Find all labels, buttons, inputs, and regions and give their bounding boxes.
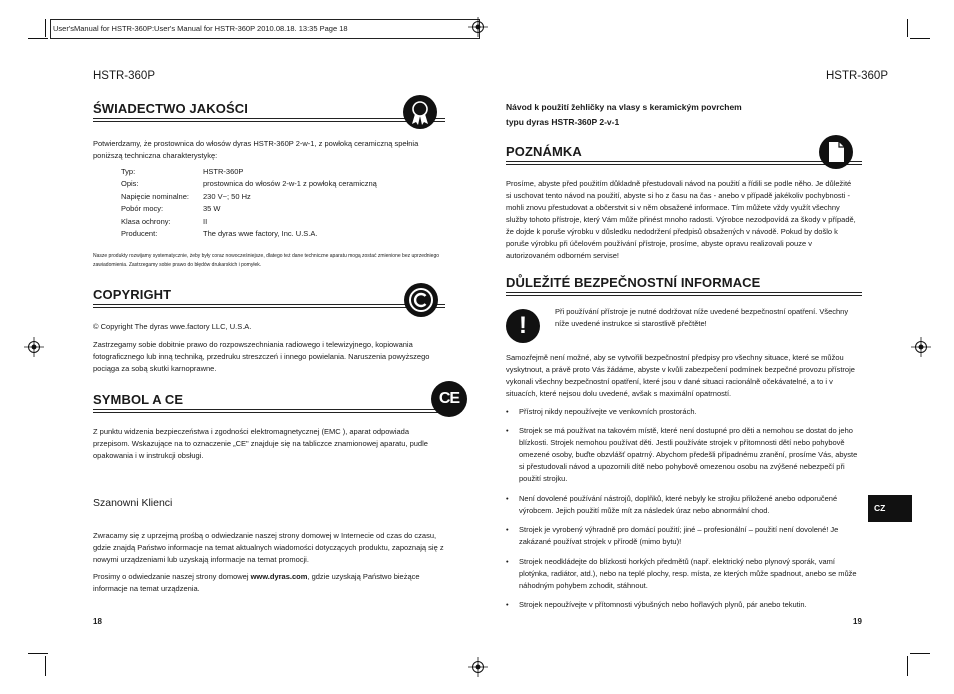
note-text: Prosíme, abyste před použitím důkladně přestudovali návod na použití a řídili se podle něho. Je důležité si uschovat tento návod na použití, abyste si ho z času na čas - anebo v případě jakékoliv pochybnosti - mohli znovu přestudovat a občerstvit si v něm obsažené informace. Tím můžete vždy využít všechny služby tohoto přístroje, který Vám může přinést mnoho radosti. Výrobce nezodpovídá za škody v případě, že dojde k poruše výrobku v důsledku nedodržení předpisů obsažených v návodě. Pokud by došlo k poruše výrobku při účelovém používání přístroje, prosíme, abyste opravu realizovali pouze v autorizovaném odborném servise! [506, 179, 856, 260]
spec-value: 230 V~; 50 Hz [203, 191, 251, 201]
crop-mark [910, 38, 930, 39]
spec-row [121, 203, 421, 215]
manual-heading-line2: typu dyras HSTR-360P 2-v-1 [506, 117, 620, 127]
registration-mark-icon [24, 337, 44, 357]
list-item: • Není dovolené používání nástrojů, doplňků, které nebyly ke strojku přiložené anebo odporučené výrobcem. Jejich použití může mít za následek úraz nebo abnormální chod. [506, 493, 862, 517]
right-model-header: HSTR-360P [826, 70, 888, 82]
copyright-line: © Copyright The dyras wwe.factory LLC, U.S.A. [93, 322, 252, 331]
ce-section-title: SYMBOL A CE [93, 392, 184, 407]
copyright-section-title: COPYRIGHT [93, 287, 172, 302]
website-visit-paragraph [93, 571, 445, 595]
spec-key: Producent: [121, 229, 158, 239]
manual-heading [506, 100, 742, 130]
safety-list [506, 406, 862, 618]
safety-intro: Samozřejmě není možné, aby se vytvořili bezpečnostní předpisy pro všechny situace, které se můžou vyskytnout, a právě proto Vás žádáme, abyste v kvůli zabezpečení podmínek bezpečné provozu přístroje vykonali všechny bezpečnostní opatření, které jsou v dané situaci racionálně očekávatelné, a to i v situacích, které nejsou dolu uvedené, avšak s maximální opatrností. [506, 353, 855, 398]
spec-value: HSTR-360P [203, 167, 244, 176]
quality-section-title: ŚWIADECTWO JAKOŚCI [93, 101, 248, 116]
spec-key: Napięcie nominalne: [121, 191, 189, 201]
safety-warning: Při používání přístroje je nutné dodržovat níže uvedené bezpečnostní opatření. Všechny níže uvedené instrukce si starostlivě přečtěte! [555, 307, 849, 328]
list-item: • Strojek nepoužívejte v přítomnosti výbušných nebo hořlavých plynů, pár anebo tekutin. [506, 599, 862, 611]
ce-text: Z punktu widzenia bezpieczeństwa i zgodności elektromagnetycznej (EMC ), aparat odpowiada przepisom. Wskazujące na to oznaczenie „CE" znajduje się na tabliczce znamionowej aparatu, pudle opakowania i w instrukcji obsługi. [93, 427, 428, 460]
section-rule [93, 307, 445, 308]
list-item: • Přístroj nikdy nepoužívejte ve venkovních prostorách. [506, 406, 862, 418]
spec-value: 35 W [203, 204, 221, 214]
website-paragraph: Zwracamy się z uprzejmą prośbą o odwiedzanie naszej strony domowej w Internecie od czas do czasu, gdzie znajdą Państwo informacje na temat aktualnych wiadomości dotyczących produktu, zapoznają się z nowymi urządzeniami lub uzyskają informacje na temat promocji. [93, 531, 444, 564]
website-visit-text: Prosimy o odwiedzanie naszej strony domowej [93, 572, 251, 581]
spec-row [121, 178, 421, 190]
copyright-text: Zastrzegamy sobie dobitnie prawo do rozpowszechniania radiowego i telewizyjnego, kopiowania fotograficznego lub inną techniką, przedruku streszczeń i innego powielania. Naruszenia powyższego pociąga za sobą skutki karnoprawne. [93, 340, 430, 373]
document-note-icon [818, 134, 854, 170]
left-model-header: HSTR-360P [93, 70, 155, 82]
spec-row [121, 166, 421, 178]
quality-disclaimer: Nasze produkty rozwijamy systematycznie, żeby były coraz nowocześniejsze, dlatego też dane techniczne aparatu mogą zostać zmienione bez uprzedniego zawiadomienia. Zastrzegamy sobie prawo do błędów drukarskich i pomyłek. [93, 253, 440, 268]
section-rule [506, 295, 862, 296]
note-section-title: POZNÁMKA [506, 144, 582, 159]
manual-heading-line1: Návod k použití žehličky na vlasy s keramickým povrchem [506, 102, 742, 112]
section-rule [93, 121, 445, 122]
crop-mark [45, 19, 46, 37]
crop-mark [28, 38, 48, 39]
spec-key: Pobór mocy: [121, 204, 164, 214]
section-rule [506, 161, 862, 162]
section-rule [93, 118, 445, 119]
crop-mark [910, 653, 930, 654]
copyright-icon [403, 282, 439, 318]
spec-value: The dyras wwe factory, Inc. U.S.A. [203, 229, 318, 239]
crop-mark [907, 19, 908, 37]
registration-mark-icon [911, 337, 931, 357]
website-link[interactable]: www.dyras.com [250, 572, 308, 581]
language-tab: CZ [868, 495, 912, 522]
spec-key: Klasa ochrony: [121, 216, 171, 226]
quality-intro: Potwierdzamy, że prostownica do włosów dyras HSTR-360P 2-w-1, z powłoką ceramiczną spełnia poniższą techniczna charakterystykę: [93, 139, 419, 160]
quality-seal-icon [402, 94, 438, 130]
section-rule [93, 304, 445, 305]
spec-value: II [203, 216, 208, 226]
page-number-right: 19 [853, 617, 862, 626]
spec-table [121, 166, 421, 240]
spec-key: Opis: [121, 179, 139, 189]
list-item: • Strojek je vyrobený výhradně pro domácí použití; jiné – profesionální – použití není dovolené! Je zakázané používat strojek v přírodě (mimo bytu)! [506, 524, 862, 548]
website-visit-text-end: , gdzie uzyskają Państwo bieżące informacje na temat urządzenia. [93, 572, 420, 593]
spec-row [121, 191, 421, 203]
greeting: Szanowni Klienci [93, 497, 173, 509]
spec-value: prostownica do włosów 2-w-1 z powłoką ceramiczną [203, 179, 377, 189]
ce-mark-icon: CE [431, 381, 467, 417]
printer-slug: User'sManual for HSTR-360P:User's Manual for HSTR-360P 2010.08.18. 13:35 Page 18 [50, 19, 480, 39]
spec-key: Typ: [121, 167, 136, 176]
section-rule [506, 164, 862, 165]
list-item: • Strojek se má používat na takovém místě, které není dostupné pro děti a nemohou se dostat do jeho blízkosti. Strojek nemohou používat děti. Jestli používáte strojek v přítomnosti dětí nebo pohybově omezené osoby, buďte obzvlášť opatrný. Abychom předešli případnému zranění, prosíme Vás, abyste si přestudovali návod a upozornili dítě nebo pohybově omezenou osobu na zvýšené nebezpečí při použití strojku. [506, 425, 862, 485]
list-item: • Strojek neodkládejte do blízkosti horkých předmětů (např. elektrický nebo plynový sporák, vamí plotýnka, radiátor, atd.), nebo na teplé plochy, resp. místa, ze kterých může spadnout, anebo se může náhodným pohybem zchodit, stáhnout. [506, 556, 862, 592]
crop-mark [45, 656, 46, 676]
registration-mark-icon [468, 17, 488, 37]
section-rule [93, 412, 445, 413]
page-number-left: 18 [93, 617, 102, 626]
registration-mark-icon [468, 657, 488, 677]
safety-section-title: DŮLEŽITÉ BEZPEČNOSTNÍ INFORMACE [506, 275, 761, 290]
section-rule [506, 292, 862, 293]
warning-icon: ! [506, 309, 540, 343]
section-rule [93, 409, 445, 410]
spec-row [121, 228, 421, 240]
crop-mark [907, 656, 908, 676]
spec-row [121, 216, 421, 228]
crop-mark [28, 653, 48, 654]
